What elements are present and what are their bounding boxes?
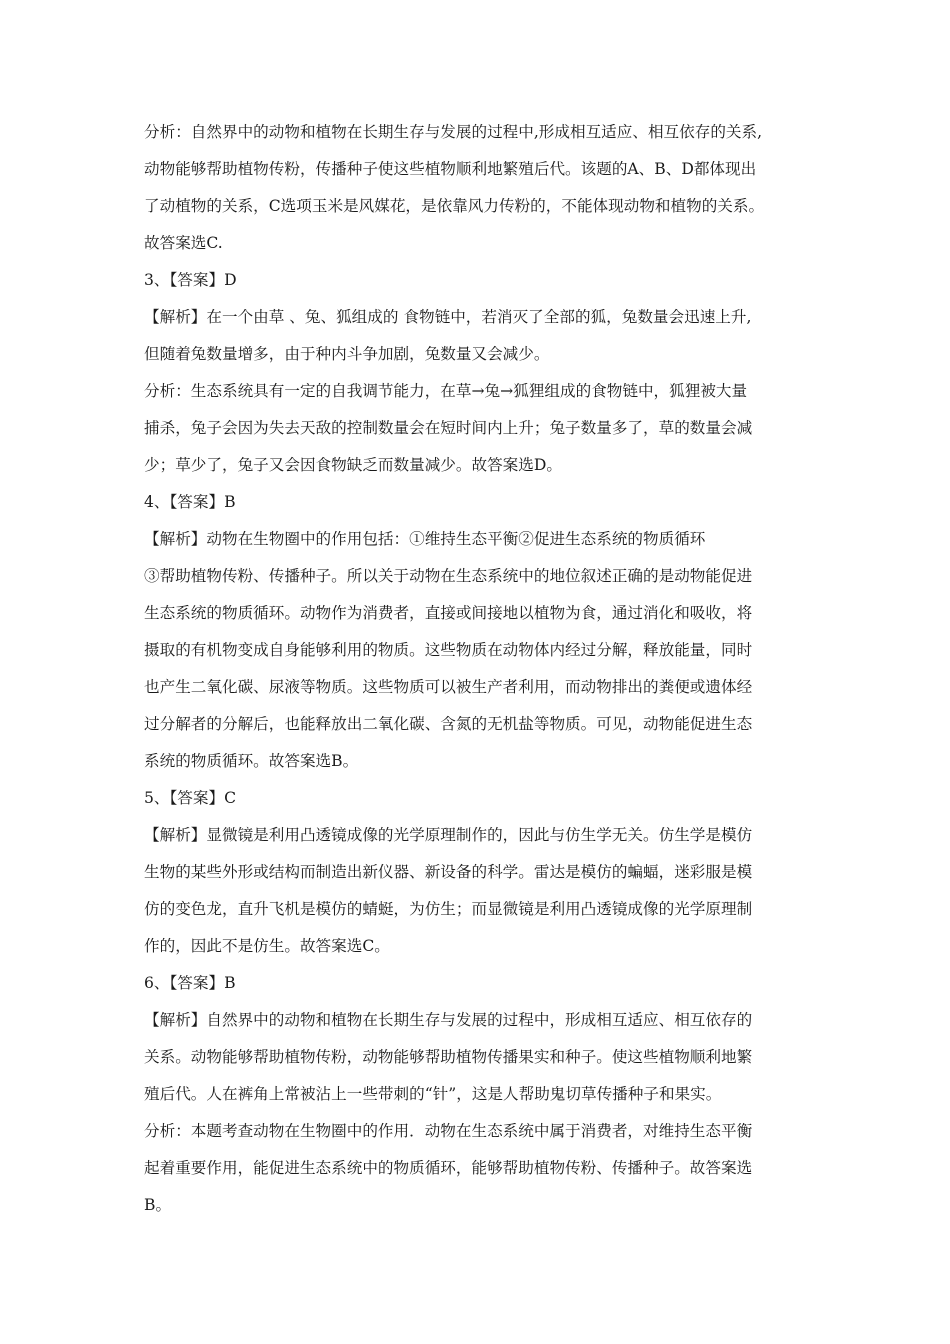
text-line: 关系。动物能够帮助植物传粉，动物能够帮助植物传播果实和种子。使这些植物顺利地繁 [144, 1048, 753, 1066]
text-line: 【解析】在一个由草 、兔、狐组成的 食物链中，若消灭了全部的狐，兔数量会迅速上升, [144, 308, 752, 326]
text-line: ③帮助植物传粉、传播种子。所以关于动物在生态系统中的地位叙述正确的是动物能促进 [144, 567, 753, 585]
text-line: 生态系统的物质循环。动物作为消费者，直接或间接地以植物为食，通过消化和吸收，将 [144, 604, 753, 622]
answer-heading-3: 3、【答案】D [144, 271, 237, 289]
answer-heading-4: 4、【答案】B [144, 493, 236, 511]
text-line: 【解析】动物在生物圈中的作用包括：①维持生态平衡②促进生态系统的物质循环 [144, 530, 706, 548]
text-line: B。 [144, 1196, 172, 1214]
answer-heading-6: 6、【答案】B [144, 974, 236, 992]
text-line: 捕杀，兔子会因为失去天敌的控制数量会在短时间内上升；兔子数量多了，草的数量会减 [144, 419, 753, 437]
answer-heading-5: 5、【答案】C [144, 789, 237, 807]
text-line: 少；草少了，兔子又会因食物缺乏而数量减少。故答案选D。 [144, 456, 562, 474]
text-line: 殖后代。人在裤角上常被沾上一些带刺的“针”，这是人帮助鬼切草传播种子和果实。 [144, 1085, 722, 1103]
text-line: 动物能够帮助植物传粉，传播种子使这些植物顺利地繁殖后代。该题的A、B、D都体现出 [144, 160, 757, 178]
text-line: 仿的变色龙，直升飞机是模仿的蜻蜓，为仿生；而显微镜是利用凸透镜成像的光学原理制 [144, 900, 753, 918]
text-line: 分析：自然界中的动物和植物在长期生存与发展的过程中,形成相互适应、相互依存的关系, [144, 123, 763, 141]
text-line: 过分解者的分解后，也能释放出二氧化碳、含氮的无机盐等物质。可见，动物能促进生态 [144, 715, 753, 733]
text-line: 作的，因此不是仿生。故答案选C。 [144, 937, 390, 955]
text-line: 摄取的有机物变成自身能够利用的物质。这些物质在动物体内经过分解，释放能量，同时 [144, 641, 753, 659]
text-line: 系统的物质循环。故答案选B。 [144, 752, 359, 770]
text-line: 分析：生态系统具有一定的自我调节能力，在草→兔→狐狸组成的食物链中，狐狸被大量 [144, 382, 748, 400]
text-line: 分析：本题考查动物在生物圈中的作用．动物在生态系统中属于消费者，对维持生态平衡 [144, 1122, 753, 1140]
text-line: 但随着兔数量增多，由于种内斗争加剧，兔数量又会减少。 [144, 345, 550, 363]
text-line: 也产生二氧化碳、尿液等物质。这些物质可以被生产者利用，而动物排出的粪便或遗体经 [144, 678, 753, 696]
text-line: 【解析】自然界中的动物和植物在长期生存与发展的过程中，形成相互适应、相互依存的 [144, 1011, 753, 1029]
text-line: 起着重要作用，能促进生态系统中的物质循环，能够帮助植物传粉、传播种子。故答案选 [144, 1159, 753, 1177]
text-line: 故答案选C. [144, 234, 223, 252]
document-body [144, 114, 816, 1224]
text-line: 了动植物的关系，C选项玉米是风媒花，是依靠风力传粉的，不能体现动物和植物的关系。 [144, 197, 765, 215]
text-line: 【解析】显微镜是利用凸透镜成像的光学原理制作的，因此与仿生学无关。仿生学是模仿 [144, 826, 753, 844]
text-line: 生物的某些外形或结构而制造出新仪器、新设备的科学。雷达是模仿的蝙蝠，迷彩服是模 [144, 863, 753, 881]
